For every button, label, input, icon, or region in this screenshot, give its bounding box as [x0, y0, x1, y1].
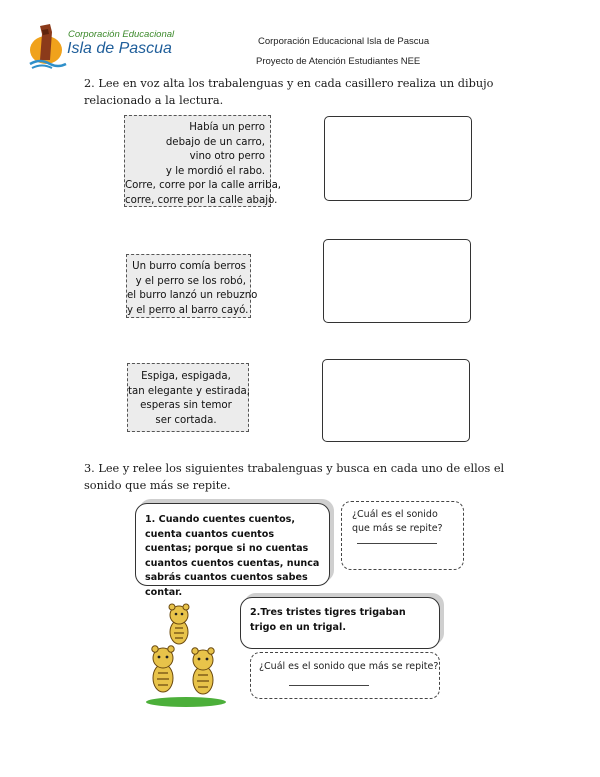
header-institution: Corporación Educacional Isla de Pascua: [258, 36, 430, 47]
drawing-box-3[interactable]: [322, 359, 470, 442]
school-logo: [26, 20, 175, 70]
twister-line: Espiga, espigada,: [141, 371, 231, 382]
logo-subtitle: Corporación Educacional: [68, 29, 175, 40]
question-text-2: ¿Cuál es el sonido que más se repite?: [259, 661, 439, 672]
tongue-twister-bubble-2: 2.Tres tristes tigres trigaban trigo en un trigal.: [240, 597, 440, 649]
twister-line: el burro lanzó un rebuzno: [127, 290, 258, 302]
tongue-twister-box-2: [126, 254, 258, 318]
answer-line-1[interactable]: [357, 543, 437, 544]
tongue-twister-box-3: [127, 363, 249, 432]
twister-line: esperas sin temor: [140, 400, 232, 412]
twister-line: y le mordió el rabo.: [165, 165, 265, 177]
question-box-1: [341, 501, 464, 570]
tigers-illustration-icon: [143, 602, 229, 707]
twister-line: y el perro se los robó,: [135, 275, 246, 287]
twister-line: tan elegante y estirada,: [128, 385, 251, 397]
question-text-1: ¿Cuál es el sonido que más se repite?: [352, 509, 443, 534]
twister-line: y el perro al barro cayó.: [127, 304, 249, 316]
tiger-right-icon: [192, 648, 214, 694]
tiger-top-icon: [169, 604, 189, 644]
logo-title: Isla de Pascua: [67, 40, 172, 57]
question-box-2: [250, 652, 440, 699]
moai-logo-icon: [28, 20, 68, 70]
drawing-box-2[interactable]: [323, 239, 471, 323]
tongue-twister-box-1: [124, 115, 282, 207]
twister-line: debajo de un carro,: [165, 136, 265, 148]
twister-line: ser cortada.: [155, 414, 217, 426]
tongue-twister-bubble-1: 1. Cuando cuentes cuentos, cuenta cuantos cuentos cuentas; porque si no cuentas cuantos cuentos cuentas, nunca sabrás cuantos cuentos sabes contar.: [135, 503, 330, 586]
section2-instruction: 2. Lee en voz alta los trabalenguas y en cada casillero realiza un dibujo relacionado a la lectura.: [84, 77, 494, 107]
twister-line: Había un perro: [189, 122, 265, 133]
drawing-box-1[interactable]: [324, 116, 472, 201]
tiger-left-icon: [152, 646, 174, 692]
twister-line: Corre, corre por la calle arriba,: [125, 180, 282, 192]
section3-instruction: 3. Lee y relee los siguientes trabalenguas y busca en cada uno de ellos el sonido que más se repite.: [84, 462, 505, 492]
header-project: Proyecto de Atención Estudiantes NEE: [256, 56, 421, 67]
twister-line: corre, corre por la calle abajo.: [125, 194, 278, 206]
twister-line: vino otro perro: [189, 151, 265, 163]
twister-line: Un burro comía berros: [132, 261, 246, 272]
answer-line-2[interactable]: [289, 685, 369, 686]
